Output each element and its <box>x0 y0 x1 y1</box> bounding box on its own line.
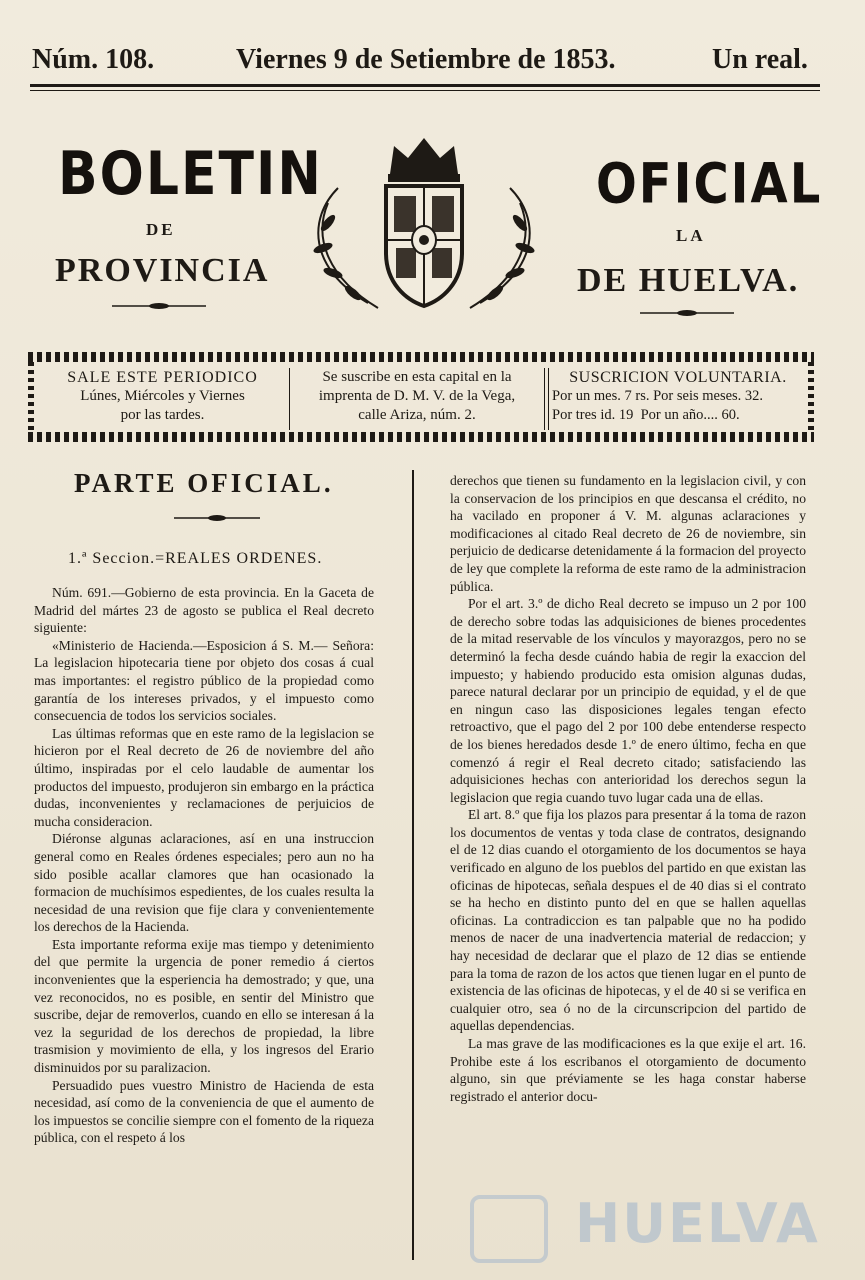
paragraph: Núm. 691.—Gobierno de esta provincia. En la Gaceta de Madrid del mártes 23 de agosto se publica el Real decreto siguiente: <box>34 585 374 636</box>
issue-number: Núm. 108. <box>32 44 155 75</box>
info-divider-3 <box>548 368 549 430</box>
paragraph: «Ministerio de Hacienda.—Esposicion á S. M.— Señora: La legislacion hipotecaria tiene por objeto dos cosas á cual mas importantes: el registro público de la propiedad como garantía de los intereses privados, y el impuesto como consecuencia de todos los servicios sociales. <box>34 637 374 724</box>
section-flourish-icon <box>174 508 260 518</box>
top-rule-thin <box>30 90 820 91</box>
masthead-de-huelva: DE HUELVA. <box>577 262 800 299</box>
info-voluntary-subscription <box>552 368 804 425</box>
right-column-text <box>450 472 806 1105</box>
ornament-bottom-border <box>28 432 814 442</box>
issue-price: Un real. <box>712 44 808 75</box>
paragraph: derechos que tienen su fundamento en la legislacion civil, y con la conservacion de los principios en que descansa el crédito, no ha vacilado en proponer á V. M. algunas aclaraciones y modificaciones al citado Real decreto de 26 de noviembre, sin perjuicio de dedicarse detenidamente á la formacion del proyecto de ley que complete la reforma de este ramo de la administracion pública. <box>450 473 806 594</box>
info-place-line-2: imprenta de D. M. V. de la Vega, <box>318 388 516 404</box>
subsection-title: 1.ª Seccion.=REALES ORDENES. <box>68 550 323 567</box>
ornament-right-border <box>808 362 814 432</box>
paragraph: Esta importante reforma exije mas tiempo y detenimiento del que permite la urgencia de poner remedio á ciertos inconvenientes que la esperiencia ha demostrado; y que, una vez reconocidos, no es posible, en sentir del Ministro que suscribe, dejar de removerlos, cuando en ello se interesan á la vez la seguridad de los derechos de propiedad, la libre trasmision y movimiento de ella, y los ingresos del Erario disminuidos por su paralizacion. <box>34 936 374 1076</box>
masthead-provincia: PROVINCIA <box>55 252 270 289</box>
watermark-logo-icon <box>470 1195 548 1263</box>
paragraph: El art. 8.º que fija los plazos para presentar á la toma de razon los documentos de ventas y toda clase de contratos, designando el de 12 dias cuando el otorgamiento de los documentos se haya verificado en alguno de los pueblos del partido en que existan las oficinas de hipotecas, señala despues el de 40 dias si el contrato se ha hecho en distinto punto del en que se hallen aquellas oficinas. La contradiccion es tan palpable que no ha podido menos de nacer de una inadvertencia material de redaccion; y hay necesidad de declarar que el plazo de 12 dias se entiende para la toma de razon de los actos que tienen lugar en el punto de existencia de las oficinas de hipotecas, y el de 40 si se verifica en cualquier otro, sea ó no de la circunscripcion del partido de aquellas dependencias. <box>450 807 806 1034</box>
info-schedule-time: por las tardes. <box>120 407 205 423</box>
paragraph: La mas grave de las modificaciones es la que exije el art. 16. Prohibe este á los escribanos el otorgamiento de documento alguno, sin que préviamente se les haga constar haberse registrado el anterior docu- <box>450 1036 806 1104</box>
watermark-text: HUELVA <box>575 1192 820 1255</box>
paragraph: Diéronse algunas aclaraciones, así en una instruccion general como en Reales órdenes especiales; pero aun no ha sido posible acallar clamores que han ocasionado la formacion de muchísimos espedientes, de los cuales resulta la necesidad de una revision que fije clara y convenientemente los derechos de la Hacienda. <box>34 831 374 935</box>
issue-date: Viernes 9 de Setiembre de 1853. <box>236 44 616 75</box>
info-subscription-title: SUSCRICION VOLUNTARIA. <box>569 369 787 386</box>
ornament-top-border <box>28 352 814 362</box>
flourish-right-icon <box>640 303 734 313</box>
info-divider-1 <box>289 368 290 430</box>
masthead-oficial: OFICIAL <box>596 152 823 217</box>
info-publication-schedule <box>40 368 285 425</box>
section-heading: PARTE OFICIAL. <box>74 468 334 498</box>
left-column-text <box>34 584 374 1147</box>
info-divider-2 <box>544 368 545 430</box>
info-price-line-1: Por un mes. 7 rs. Por seis meses. 32. <box>552 388 764 404</box>
info-place-line-3: calle Ariza, núm. 2. <box>358 407 476 423</box>
info-price-line-2: Por tres id. 19 Por un año.... 60. <box>552 407 740 423</box>
info-place-line-1: Se suscribe en esta capital en la <box>322 369 512 385</box>
flourish-left-icon <box>112 296 206 306</box>
masthead-de: DE <box>146 220 176 239</box>
info-schedule-days: Lúnes, Miércoles y Viernes <box>80 388 245 404</box>
masthead-la: LA <box>676 226 706 245</box>
info-subscription-place <box>294 368 540 425</box>
ornament-left-border <box>28 362 34 432</box>
masthead-boletin: BOLETIN <box>58 140 323 209</box>
coat-of-arms-icon <box>298 128 550 320</box>
column-divider <box>412 470 414 1260</box>
paragraph: Las últimas reformas que en este ramo de la legislacion se hicieron por el Real decreto de 26 de noviembre del año último, inspiradas por el celo laudable de aumentar los productos del impuesto, produjeron sin embargo en la práctica dudas, inconvenientes y reclamaciones de perjuicios de mucha consideracion. <box>34 725 374 829</box>
info-schedule-title: SALE ESTE PERIODICO <box>67 369 258 386</box>
paragraph: Por el art. 3.º de dicho Real decreto se impuso un 2 por 100 de derecho sobre todas las adquisiciones de bienes procedentes de la mitad reservable de los vínculos y mayorazgos, pero no se determinó la fecha desde cuándo habia de regir la exaccion del impuesto; y habiendo producido esta omision algunas dudas, parece natural declarar por un principio de equidad, y el de que en ningun caso las disposiciones legales tengan efecto retroactivo, que el pago del 2 por 100 debe entenderse respecto de los bienes heredados desde 1.º de enero último, fecha en que comenzó á regir el Real decreto citado; satisfaciendo las adquisiciones hechas con anterioridad los derechos segun la legislacion que regia cuando tuvo lugar cada una de ellas. <box>450 596 806 805</box>
paragraph: Persuadido pues vuestro Ministro de Hacienda de esta necesidad, así como de la conveniencia de que el aumento de los impuestos se concilie siempre con el fomento de la riqueza pública, con el respeto á los <box>34 1077 374 1146</box>
top-rule <box>30 84 820 87</box>
